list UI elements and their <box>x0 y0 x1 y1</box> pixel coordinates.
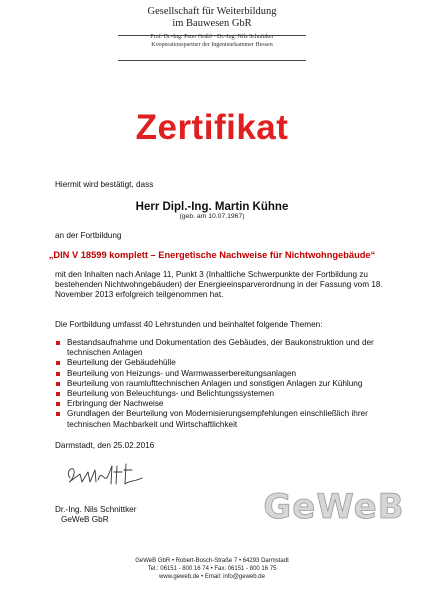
list-item: Beurteilung der Gebäudehülle <box>55 358 405 368</box>
list-item: Beurteilung von Heizungs- und Warmwasserbereitungsanlagen <box>55 369 405 379</box>
footer-address: GeWeB GbR • Robert-Bosch-Straße 7 • 64293 Darmstadt <box>135 558 289 564</box>
hours-text: Die Fortbildung umfasst 40 Lehrstunden und beinhaltet folgende Themen: <box>55 320 323 329</box>
signatory-org: GeWeB GbR <box>61 515 109 524</box>
signature-image <box>62 460 152 490</box>
org-partner: Kooperationspartner der Ingenieurkammer Hessen <box>151 42 273 48</box>
footer-web: www.geweb.de • Email: info@geweb.de <box>159 574 265 580</box>
footer <box>0 557 424 581</box>
letterhead <box>0 6 424 49</box>
list-item: Beurteilung von raumlufttechnischen Anlagen und sonstigen Anlagen zur Kühlung <box>55 379 405 389</box>
list-item: Bestandsaufnahme und Dokumentation des Gebäudes, der Baukonstruktion und der technischen Anlagen <box>55 338 405 358</box>
logo-text: GeWeB <box>263 487 405 527</box>
certificate-title: Zertifikat <box>135 108 289 147</box>
recipient-name: Herr Dipl.-Ing. Martin Kühne <box>135 201 289 213</box>
topics-list <box>55 338 405 430</box>
bullet-icon <box>56 382 60 386</box>
bullet-icon <box>56 402 60 406</box>
org-name-line2: im Bauwesen GbR <box>172 18 252 29</box>
training-intro: an der Fortbildung <box>55 231 122 240</box>
org-name-line1: Gesellschaft für Weiterbildung <box>147 6 277 17</box>
content-text: mit den Inhalten nach Anlage 11, Punkt 3 (Inhaltliche Schwerpunkte der Fortbildung zu bestehenden Nichtwohngebäuden) der Energieeinsparverordnung in der Fassung vom 18. November 2013 erfolgreich teilgenommen hat. <box>55 270 383 300</box>
bullet-icon <box>56 372 60 376</box>
header-divider-bottom <box>118 60 306 61</box>
list-item: Beurteilung von Beleuchtungs- und Belichtungssystemen <box>55 389 405 399</box>
header-divider-top <box>118 35 306 36</box>
bullet-icon <box>56 341 60 345</box>
place-date: Darmstadt, den 25.02.2016 <box>55 441 155 450</box>
geweb-logo <box>262 483 406 527</box>
footer-phone: Tel.: 06151 - 800 16 74 • Fax: 06151 - 800 16 75 <box>147 566 277 572</box>
signatory-name: Dr.-Ing. Nils Schnittker <box>55 505 137 514</box>
list-item: Erbringung der Nachweise <box>55 399 405 409</box>
recipient-birthdate: (geb. am 10.07.1967) <box>179 213 245 220</box>
list-item: Grundlagen der Beurteilung von Modernisierungsempfehlungen einschließlich ihrer technischen Machbarkeit und Wirtschaftlichkeit <box>55 409 405 429</box>
org-directors: Prof. Dr.-Ing. Peter Grübl • Dr.-Ing. Nils Schnittker <box>150 34 274 40</box>
bullet-icon <box>56 412 60 416</box>
intro-text: Hiermit wird bestätigt, dass <box>55 180 154 189</box>
bullet-icon <box>56 392 60 396</box>
course-title: „DIN V 18599 komplett – Energetische Nachweise für Nichtwohngebäude“ <box>48 250 376 260</box>
bullet-icon <box>56 361 60 365</box>
